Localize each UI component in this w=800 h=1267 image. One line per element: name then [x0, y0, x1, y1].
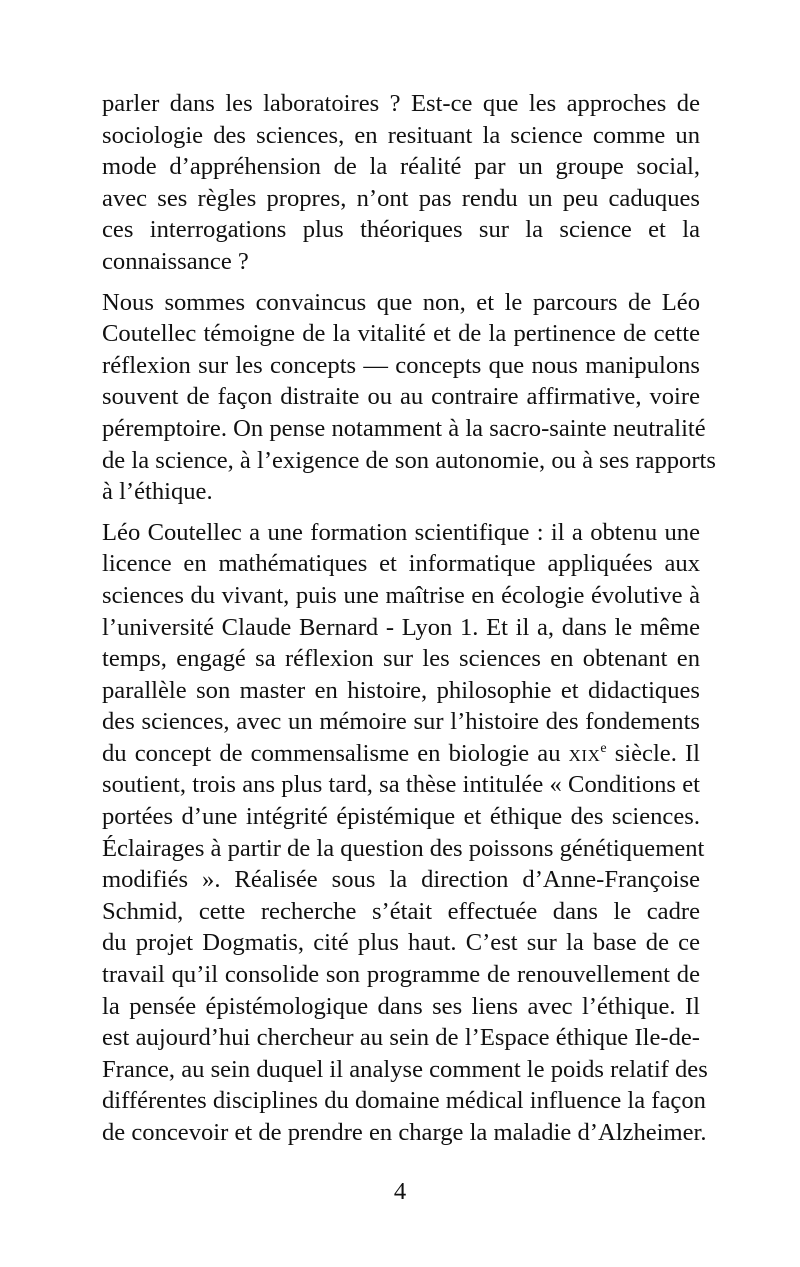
text-line: Nous sommes convaincus que non, et le parcours de Léo — [102, 288, 700, 316]
century-text-line — [102, 738, 700, 770]
text-line: Léo Coutellec a une formation scientifique : il a obtenu une — [102, 518, 700, 546]
text-line: Schmid, cette recherche s’était effectuée dans le cadre — [102, 897, 700, 925]
text-line: mode d’appréhension de la réalité par un groupe social, — [102, 153, 700, 181]
century-line-end: siècle. Il — [614, 739, 700, 767]
paragraph-1 — [102, 88, 700, 278]
text-line: parallèle son master en histoire, philosophie et didactiques — [102, 676, 700, 704]
text-line: la pensée épistémologique dans ses liens avec l’éthique. Il — [102, 992, 700, 1020]
century-superscript: e — [600, 740, 607, 756]
text-line: France, au sein duquel il analyse comment le poids relatif des — [102, 1055, 708, 1083]
text-line: licence en mathématiques et informatique appliquées aux — [102, 550, 700, 578]
text-line: portées d’une intégrité épistémique et éthique des sciences. — [102, 803, 700, 831]
text-line: temps, engagé sa réflexion sur les sciences en obtenant en — [102, 645, 700, 673]
text-line: Éclairages à partir de la question des poissons génétiquement — [102, 834, 705, 862]
text-line: Coutellec témoigne de la vitalité et de la pertinence de cette — [102, 320, 700, 348]
page-number: 4 — [393, 1178, 407, 1205]
text-line: soutient, trois ans plus tard, sa thèse intitulée « Conditions et — [102, 771, 700, 799]
paragraph-2 — [102, 287, 716, 508]
text-line: péremptoire. On pense notamment à la sacro-sainte neutralité — [102, 414, 706, 442]
text-line: du projet Dogmatis, cité plus haut. C’est sur la base de ce — [102, 929, 700, 957]
paragraph-3 — [102, 517, 708, 1149]
century-numeral: xix — [568, 739, 601, 767]
text-line: est aujourd’hui chercheur au sein de l’Espace éthique Ile-de- — [102, 1024, 700, 1052]
text-line: connaissance ? — [102, 247, 249, 275]
text-line: l’université Claude Bernard - Lyon 1. Et il a, dans le même — [102, 613, 700, 641]
text-line: différentes disciplines du domaine médical influence la façon — [102, 1087, 706, 1115]
text-line: avec ses règles propres, n’ont pas rendu un peu caduques — [102, 184, 700, 212]
text-line: de la science, à l’exigence de son autonomie, ou à ses rapports — [102, 446, 716, 474]
text-line: des sciences, avec un mémoire sur l’histoire des fondements — [102, 708, 700, 736]
text-line: réflexion sur les concepts — concepts que nous manipulons — [102, 351, 700, 379]
century-line-start: du concept de commensalisme en biologie au — [102, 739, 561, 767]
text-line: ces interrogations plus théoriques sur la science et la — [102, 216, 700, 244]
text-line: parler dans les laboratoires ? Est-ce que les approches de — [102, 90, 700, 117]
page-text-block — [102, 88, 716, 1158]
text-line: à l’éthique. — [102, 478, 213, 506]
text-line: modifiés ». Réalisée sous la direction d’Anne-Françoise — [102, 866, 700, 894]
text-line: sciences du vivant, puis une maîtrise en écologie évolutive à — [102, 581, 700, 609]
text-line: souvent de façon distraite ou au contraire affirmative, voire — [102, 383, 700, 411]
text-line: de concevoir et de prendre en charge la maladie d’Alzheimer. — [102, 1119, 707, 1146]
text-line: sociologie des sciences, en resituant la science comme un — [102, 121, 700, 149]
text-line: travail qu’il consolide son programme de renouvellement de — [102, 961, 700, 989]
